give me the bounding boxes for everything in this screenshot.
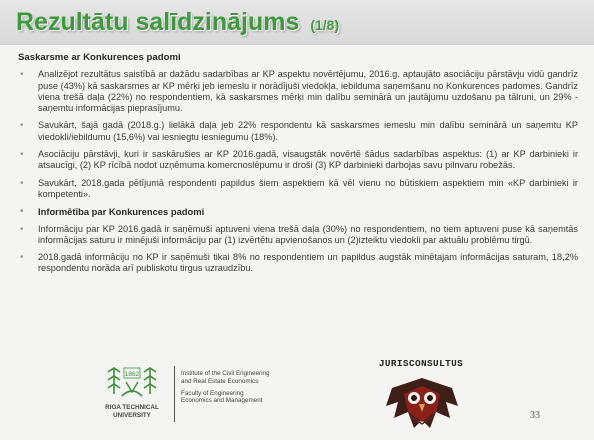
page-number: 33: [530, 410, 540, 421]
institute-text: [181, 370, 301, 405]
bullet-icon: •: [20, 120, 24, 132]
bullet-item: [18, 252, 578, 275]
rtu-name: [96, 404, 168, 419]
bullet-item: [18, 120, 578, 143]
bullet-item: [18, 149, 578, 172]
bullet-text: Informāciju par KP 2016.gadā ir saņēmuši aptuveni viena trešā daļa (30%) no respondentiem, no tiem aptuveni puse kā saņemtās informācijas saturu ir minējuši informāciju par (1) izvērtētu apvienošanos un (2)izteiktu viedokli par aktuālu problēmu tirgū.: [38, 223, 578, 245]
bullet-text: Analizējot rezultātus saistībā ar dažādu sadarbības ar KP aspektu novērtējumu, 2016.g. aptaujāto asociāciju pārstāvju vidū gandrīz puse (43%) kā saskarsmes ar KP mērķi jeb iemeslu ir norādījuši viedokļa, iebilduma saņemšanu no Konkurences padomes. Gandrīz viena trešā daļa (22%) no respondentiem, kā saskarsmes mērķi min dalību seminārā un jautājumu uzdošanu pa tālruni, un 29% -saņemtu informācijas pieprasījumu.: [38, 69, 578, 114]
slide-content: [18, 52, 578, 281]
section-title-text: Informētība par Konkurences padomi: [38, 206, 205, 218]
bullet-item: [18, 178, 578, 201]
bullet-item: [18, 224, 578, 247]
slide-title: [16, 8, 339, 37]
rtu-name-line1: RIGA TECHNICAL: [105, 404, 159, 411]
institute-line1: Institute of the Civil Engineering: [181, 370, 270, 377]
rtu-year: 1862: [124, 371, 140, 378]
owl-logo-icon: [384, 372, 460, 438]
page-indicator: (1/8): [310, 17, 340, 33]
faculty-line1: Faculty of Engineering: [181, 389, 244, 397]
slide-footer: [0, 352, 594, 440]
bullet-text: Asociāciju pārstāvji, kuri ir saskārušies ar KP 2016.gadā, visaugstāk novērtē šādus sadarbības aspektus: (1) ar KP darbinieki ir atsaucīgi, (2) KP rīcībā nodot uzņēmuma komercnoslēpumu ir droši (3) KP darbinieki darbojas savu pilnvaru robežās.: [38, 149, 578, 171]
section-title-saskarsme: Saskarsme ar Konkurences padomi: [18, 52, 181, 63]
bullet-icon: •: [20, 223, 24, 235]
rtu-logo-icon: [102, 364, 162, 404]
bullet-text: 2018.gadā informāciju no KP ir saņēmuši tikai 8% no respondentiem un papildus augstāk minētajam informācijas saturam, 18,2% respondentu norāda arī publiskotu tirgus uzraudzību.: [38, 252, 578, 274]
bullet-item: [18, 69, 578, 114]
slide-title-text: Rezultātu salīdzinājums: [16, 8, 300, 36]
rtu-name-line2: UNIVERSITY: [113, 411, 151, 419]
jurisconsultus-name: JURISCONSULTUS: [378, 358, 464, 369]
faculty-line2: Economics and Management: [181, 397, 263, 405]
bullet-icon: •: [20, 177, 24, 189]
section-title-informetiba: [18, 206, 578, 217]
bullet-icon: •: [20, 69, 24, 81]
bullet-icon: •: [20, 149, 24, 161]
footer-divider: [174, 366, 175, 422]
institute-line2: and Real Estate Economics: [181, 377, 259, 385]
bullet-text: Savukārt, šajā gadā (2018.g.) lielākā daļa jeb 22% respondentu kā saskarsmes iemeslu min dalību seminārā un saņemtu KP viedokli/iebildumu (15,6%) vai iesniegtu iesniegumu (18%).: [38, 120, 578, 142]
bullet-icon: •: [20, 252, 24, 264]
bullet-icon: •: [20, 206, 24, 218]
title-bar: [0, 0, 594, 45]
bullet-text: Savukārt, 2018.gada pētījumā respondenti papildus šiem aspektiem kā vēl vienu no būtiskiem aspektiem min «KP darbinieki ir kompetenti».: [38, 177, 578, 199]
